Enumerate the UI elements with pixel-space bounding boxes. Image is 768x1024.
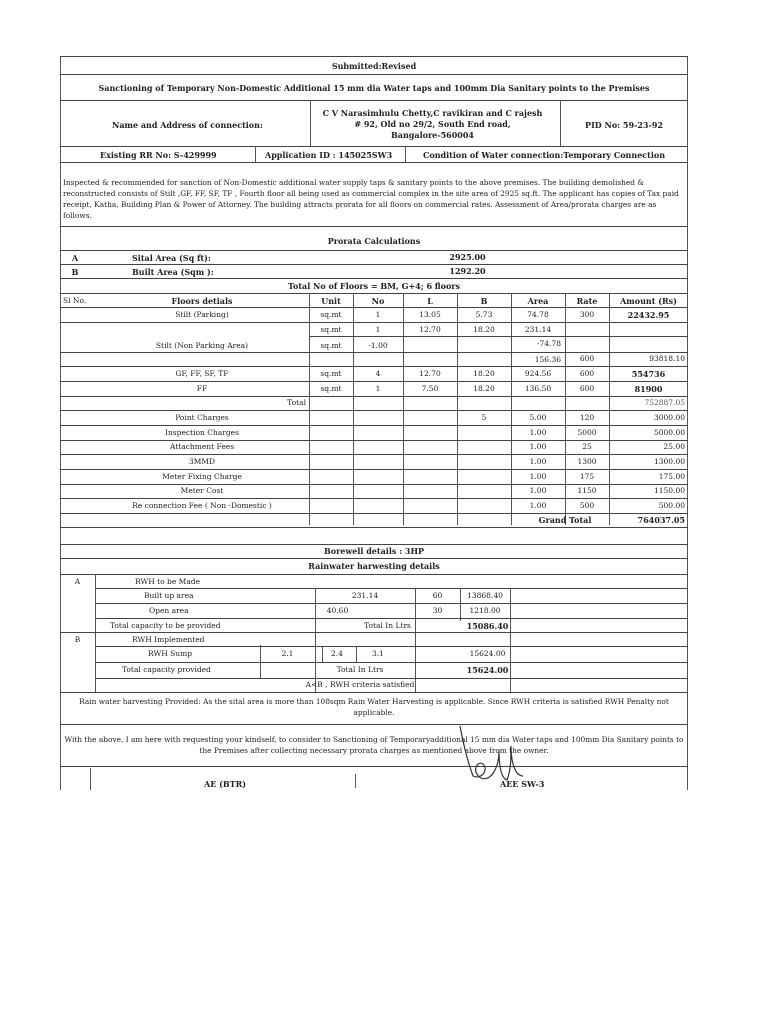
open-area-label: Open area bbox=[149, 606, 189, 615]
rr-number: Existing RR No: S-429999 bbox=[100, 150, 217, 160]
rwh-criteria: A<B , RWH criteria satisfied bbox=[305, 680, 415, 689]
charge-label: Meter Cost bbox=[180, 486, 224, 495]
grand-total-label: Grand Total bbox=[538, 515, 592, 525]
built-label: Built Area (Sqm ): bbox=[132, 267, 214, 277]
built-value: 1292.20 bbox=[449, 266, 486, 276]
built-up-label: Built up area bbox=[144, 591, 194, 600]
built-up-value: 13868.40 bbox=[467, 591, 503, 600]
table-row-unit: sq.mt bbox=[320, 369, 342, 378]
header-amount: Amount (Rs) bbox=[620, 296, 677, 306]
charge-amount: 175.00 bbox=[658, 472, 685, 481]
status-label: Submitted:Revised bbox=[331, 61, 417, 71]
table-row-floor: Stilt (Parking) bbox=[175, 310, 229, 319]
built-up-factor: 60 bbox=[432, 591, 443, 600]
capacity-required: 15086.40 bbox=[466, 621, 509, 631]
table-row-b: 5.73 bbox=[475, 310, 493, 319]
capacity-actual-label: Total capacity provided bbox=[122, 665, 211, 674]
charge-amount: 5000.00 bbox=[653, 428, 685, 437]
sital-label: Sital Area (Sq ft): bbox=[132, 253, 211, 263]
rwh-to-be-made: RWH to be Made bbox=[135, 577, 201, 586]
table-row-l: 13.05 bbox=[419, 310, 441, 319]
total-value: 752887.05 bbox=[644, 398, 685, 407]
signature-aee: AEE SW-3 bbox=[500, 779, 545, 789]
sump-breadth: 2.4 bbox=[331, 649, 343, 658]
charge-area: 1.00 bbox=[529, 428, 547, 437]
total-ltrs-label: Total In Ltrs bbox=[364, 621, 411, 630]
header-b: B bbox=[480, 296, 488, 306]
connection-label: Name and Address of connection: bbox=[112, 120, 263, 130]
charge-area: 1.00 bbox=[529, 457, 547, 466]
charge-label: Inspection Charges bbox=[165, 428, 239, 437]
table-row-no: 1 bbox=[375, 310, 381, 319]
floors-total: Total No of Floors = BM, G+4; 6 floors bbox=[287, 281, 461, 291]
charge-area: 1.00 bbox=[529, 501, 547, 510]
connection-address: # 92, Old no 29/2, South End road, bbox=[354, 119, 511, 129]
table-row-area: 924.56 bbox=[524, 369, 552, 378]
charge-amount: 500.00 bbox=[658, 501, 685, 510]
sital-value: 2925.00 bbox=[449, 252, 486, 262]
sump-height: 3.1 bbox=[372, 649, 384, 658]
connection-owner: C V Narasimhulu Chetty,C ravikiran and C rajesh bbox=[322, 108, 543, 118]
document-title: Sanctioning of Temporary Non-Domestic Additional 15 mm dia Water taps and 100mm Dia Sanitary points to the Premises bbox=[98, 83, 650, 93]
charge-area: 1.00 bbox=[529, 472, 547, 481]
header-unit: Unit bbox=[321, 296, 341, 306]
charge-rate: 5000 bbox=[577, 428, 597, 437]
charge-rate: 1300 bbox=[577, 457, 597, 466]
table-row-area: 156.36 bbox=[534, 355, 561, 364]
capacity-required-label: Total capacity to be provided bbox=[110, 621, 221, 630]
table-row-amount: 93818.10 bbox=[649, 354, 685, 363]
table-row-amount: 554736 bbox=[631, 369, 666, 379]
rwh-a-code: A bbox=[74, 577, 81, 586]
header-area: Area bbox=[527, 296, 549, 306]
rwh-implemented: RWH Implemented bbox=[132, 635, 205, 644]
charge-amount: 1150.00 bbox=[653, 486, 685, 495]
table-row-l: 12.70 bbox=[419, 369, 441, 378]
water-condition: Condition of Water connection:Temporary Connection bbox=[423, 150, 666, 160]
table-row-rate: 300 bbox=[579, 310, 595, 319]
signature-ae: AE (BTR) bbox=[204, 779, 247, 789]
charge-amount: 1300.00 bbox=[653, 457, 685, 466]
sanction-document bbox=[60, 56, 688, 790]
table-row-l: 12.70 bbox=[419, 325, 441, 334]
charge-label: 3MMD bbox=[188, 457, 216, 466]
charge-label: Meter Fixing Charge bbox=[162, 472, 242, 481]
table-row-no: 4 bbox=[375, 369, 381, 378]
table-row-rate: 600 bbox=[579, 354, 595, 363]
built-up-area: 231.14 bbox=[351, 591, 379, 600]
open-value: 1218.00 bbox=[469, 606, 501, 615]
table-row-area: 136.50 bbox=[524, 384, 552, 393]
open-area: 40.60 bbox=[326, 606, 349, 615]
charge-label: Attachment Fees bbox=[169, 442, 235, 451]
sump-value: 15624.00 bbox=[469, 649, 506, 658]
table-row-no: 1 bbox=[375, 325, 381, 334]
table-row-b: 18.20 bbox=[473, 369, 495, 378]
table-row-amount: 81900 bbox=[634, 384, 663, 394]
table-row-floor: FF bbox=[196, 384, 208, 393]
table-row-unit: sq.mt bbox=[320, 341, 342, 350]
table-row-b: 18.20 bbox=[473, 384, 495, 393]
charge-rate: 25 bbox=[582, 442, 592, 451]
table-row-unit: sq.mt bbox=[320, 310, 342, 319]
header-no: No bbox=[371, 296, 385, 306]
table-row-rate: 600 bbox=[579, 384, 595, 393]
table-row-b: 18.20 bbox=[473, 325, 495, 334]
table-row-unit: sq.mt bbox=[320, 325, 342, 334]
request-text: With the above, I am here with requesting your kindself, to consider to Sanctioning of Temporaryadditional 15 mm dia Water taps and 100mm Dia Sanitary points to the Premises after collecting necessary prorata charges as mentioned above from the owner. bbox=[64, 735, 684, 755]
table-row-l: 7.50 bbox=[421, 384, 439, 393]
open-factor: 30 bbox=[432, 606, 443, 615]
table-row-floor: Stilt (Non Parking Area) bbox=[155, 341, 249, 350]
capacity-actual: 15624.00 bbox=[466, 665, 509, 675]
table-row-floor: GF, FF, SF, TF bbox=[175, 369, 229, 378]
charge-rate: 1150 bbox=[577, 486, 597, 495]
sital-code: A bbox=[71, 253, 79, 263]
table-row-area: 74.78 bbox=[527, 310, 549, 319]
charge-area: 5.00 bbox=[529, 413, 547, 422]
header-sl: Sl No. bbox=[63, 296, 87, 305]
top-border bbox=[60, 56, 688, 57]
table-row-amount: 22432.95 bbox=[627, 310, 670, 320]
table-row-rate: 600 bbox=[579, 369, 595, 378]
charge-label: Re connection Fee ( Non -Domestic ) bbox=[132, 501, 272, 510]
sump-label: RWH Sump bbox=[148, 649, 192, 658]
table-row-area: -74.78 bbox=[536, 339, 561, 348]
table-row-no: 1 bbox=[375, 384, 381, 393]
charge-b: 5 bbox=[481, 413, 487, 422]
charge-amount: 25.00 bbox=[663, 442, 685, 451]
application-id: Application ID : 145025SW3 bbox=[265, 150, 393, 160]
total-label: Total bbox=[287, 398, 306, 407]
inspection-text: Inspected & recommended for sanction of Non-Domestic additional water supply taps & sanitary points to the above premises. The building demolished & reconstructed consists of Stilt ,GF, FF, SF, TF , Fourth floor all being used as commercial complex in the site area of 2925 sq.ft. The applicant has copies of Tax paid receipt, Katha, Building Plan & Power of Attorney. The building attracts prorata for all floors on commercial rates. Assessment of Area/prorata charges are as follows. bbox=[63, 178, 679, 220]
built-code: B bbox=[71, 267, 79, 277]
header-l: L bbox=[427, 296, 433, 306]
left-border bbox=[60, 56, 61, 790]
charge-rate: 120 bbox=[579, 413, 595, 422]
table-row-area: 231.14 bbox=[524, 325, 552, 334]
total-ltrs-label-2: Total In Ltrs bbox=[336, 665, 384, 674]
charge-amount: 3000.00 bbox=[653, 413, 685, 422]
pid-number: PID No: 59-23-92 bbox=[585, 120, 663, 130]
grand-total-value: 764037.05 bbox=[637, 515, 685, 525]
header-floor: Floors detials bbox=[171, 296, 233, 306]
charge-rate: 175 bbox=[579, 472, 595, 481]
charge-area: 1.00 bbox=[529, 442, 547, 451]
header-rate: Rate bbox=[576, 296, 598, 306]
charge-label: Point Charges bbox=[175, 413, 229, 422]
connection-city: Bangalore-560004 bbox=[391, 130, 474, 140]
borewell-details: Borewell details : 3HP bbox=[323, 546, 425, 556]
table-row-no: -1.00 bbox=[368, 341, 388, 350]
rwh-note: Rain water harvesting Provided: As the sital area is more than 108sqm Rain Water Harvesting is applicable. Since RWH criteria is satisfied RWH Penalty not applicable. bbox=[79, 697, 669, 717]
right-border bbox=[687, 56, 688, 790]
rwh-heading: Rainwater harwesting details bbox=[308, 561, 440, 571]
rwh-b-code: B bbox=[74, 635, 81, 644]
charge-rate: 500 bbox=[579, 501, 595, 510]
signature-scribble bbox=[455, 720, 545, 788]
charge-area: 1.00 bbox=[529, 486, 547, 495]
prorata-heading: Prorata Calculations bbox=[327, 236, 421, 246]
table-row-unit: sq.mt bbox=[320, 384, 342, 393]
sump-length: 2.1 bbox=[281, 649, 294, 658]
